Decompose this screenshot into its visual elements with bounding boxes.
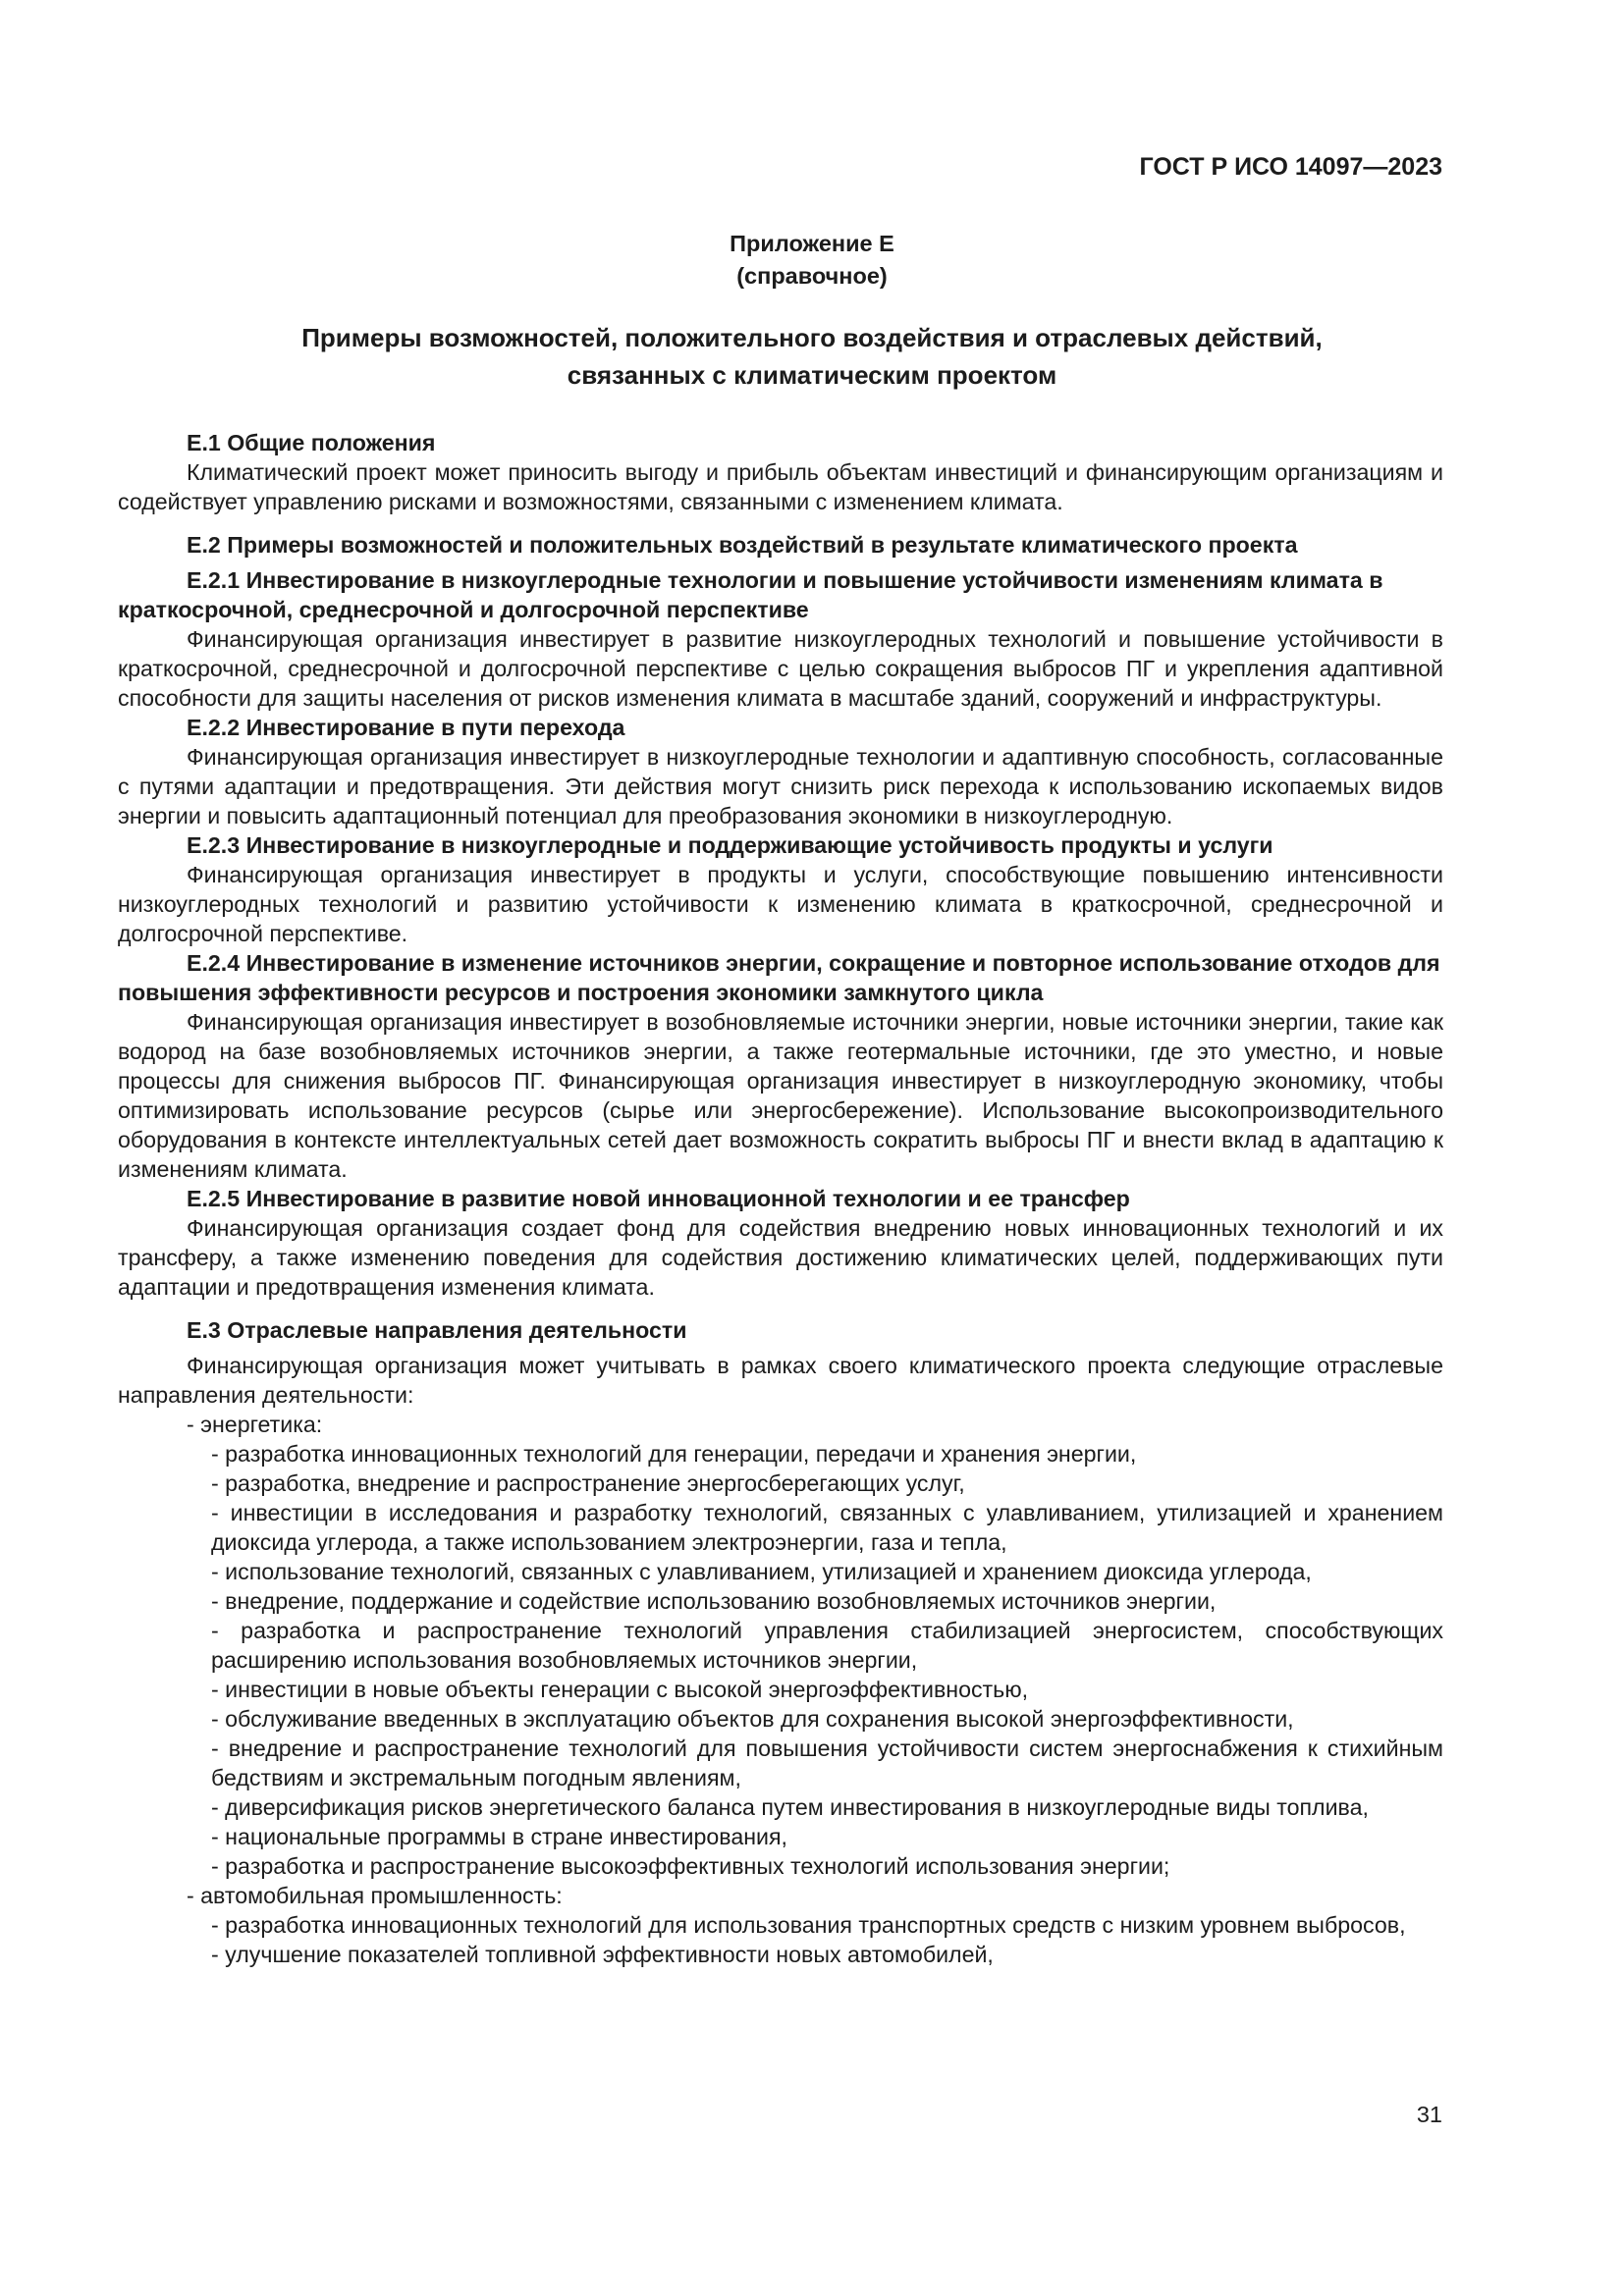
section-e21-heading: Е.2.1 Инвестирование в низкоуглеродные технологии и повышение устойчивости изменениям климата в краткосрочной, среднесрочной и долгосрочной перспективе [118, 567, 1383, 622]
section-e1-heading: Е.1 Общие положения [187, 430, 436, 455]
list-auto-label: - автомобильная промышленность: [187, 1883, 563, 1908]
list-item: - инвестиции в новые объекты генерации с высокой энергоэффективностью, [211, 1677, 1029, 1702]
annex-kind: (справочное) [736, 263, 888, 289]
list-item: - разработка инновационных технологий для использования транспортных средств с низким уровнем выбросов, [211, 1912, 1406, 1938]
document-body [118, 428, 1443, 1969]
section-e23-heading: Е.2.3 Инвестирование в низкоуглеродные и поддерживающие устойчивость продукты и услуги [187, 832, 1273, 858]
list-item: - улучшение показателей топливной эффективности новых автомобилей, [211, 1942, 994, 1967]
document-code: ГОСТ Р ИСО 14097—2023 [1139, 153, 1442, 181]
list-item: - разработка инновационных технологий для генерации, передачи и хранения энергии, [211, 1441, 1137, 1467]
list-item: - внедрение и распространение технологий для повышения устойчивости систем энергоснабжения к стихийным бедствиям и экстремальным погодным явлениям, [211, 1735, 1443, 1790]
section-e1-text: Климатический проект может приносить выгоду и прибыль объектам инвестиций и финансирующим организациям и содействует управлению рисками и возможностями, связанными с изменением климата. [118, 459, 1443, 514]
section-e22-heading: Е.2.2 Инвестирование в пути перехода [187, 715, 625, 740]
list-energy-label: - энергетика: [187, 1412, 323, 1437]
page-number: 31 [1416, 2102, 1442, 2127]
section-e21-text: Финансирующая организация инвестирует в развитие низкоуглеродных технологий и повышение устойчивости в краткосрочной, среднесрочной и долгосрочной перспективе с целью сокращения выбросов ПГ и укрепления адаптивной способности для защиты населения от рисков изменения климата в масштабе зданий, сооружений и инфраструктуры. [118, 626, 1443, 711]
title-line-2: связанных с климатическим проектом [567, 360, 1057, 390]
list-item: - использование технологий, связанных с улавливанием, утилизацией и хранением диоксида углерода, [211, 1559, 1312, 1584]
section-e22-text: Финансирующая организация инвестирует в низкоуглеродные технологии и адаптивную способность, согласованные с путями адаптации и предотвращения. Эти действия могут снизить риск перехода к использованию ископаемых видов энергии и повысить адаптационный потенциал для преобразования экономики в низкоуглеродную. [118, 744, 1443, 828]
annex-title: Приложение Е [730, 231, 894, 256]
list-item: - диверсификация рисков энергетического баланса путем инвестирования в низкоуглеродные виды топлива, [211, 1794, 1369, 1820]
section-e23-text: Финансирующая организация инвестирует в продукты и услуги, способствующие повышению интенсивности низкоуглеродных технологий и развитию устойчивости к изменению климата в краткосрочной, среднесрочной и долгосрочной перспективе. [118, 862, 1443, 946]
section-e25-text: Финансирующая организация создает фонд для содействия внедрению новых инновационных технологий и их трансферу, а также изменению поведения для содействия достижению климатических целей, поддерживающих пути адаптации и предотвращения изменения климата. [118, 1215, 1443, 1300]
list-item: - разработка и распространение высокоэффективных технологий использования энергии; [211, 1853, 1170, 1879]
list-item: - национальные программы в стране инвестирования, [211, 1824, 787, 1849]
section-e25-heading: Е.2.5 Инвестирование в развитие новой инновационной технологии и ее трансфер [187, 1186, 1130, 1211]
list-item: - инвестиции в исследования и разработку технологий, связанных с улавливанием, утилизацией и хранением диоксида углерода, а также использованием электроэнергии, газа и тепла, [211, 1500, 1443, 1555]
title-line-1: Примеры возможностей, положительного воздействия и отраслевых действий, [301, 323, 1323, 352]
list-item: - разработка, внедрение и распространение энергосберегающих услуг, [211, 1470, 965, 1496]
section-e2-heading: Е.2 Примеры возможностей и положительных воздействий в результате климатического проекта [187, 532, 1298, 558]
list-item: - разработка и распространение технологий управления стабилизацией энергосистем, способствующих расширению использования возобновляемых источников энергии, [211, 1618, 1443, 1673]
section-e3-intro: Финансирующая организация может учитывать в рамках своего климатического проекта следующие отраслевые направления деятельности: [118, 1353, 1443, 1408]
section-e24-text: Финансирующая организация инвестирует в возобновляемые источники энергии, новые источники энергии, такие как водород на базе возобновляемых источников энергии, а также геотермальные источники, где это уместно, и новые процессы для снижения выбросов ПГ. Финансирующая организация инвестирует в низкоуглеродную экономику, чтобы оптимизировать использование ресурсов (сырье или энергосбережение). Использование высокопроизводительного оборудования в контексте интеллектуальных сетей дает возможность сократить выбросы ПГ и внести вклад в адаптацию к изменениям климата. [118, 1009, 1443, 1182]
annex-main-title [177, 319, 1447, 394]
list-item: - внедрение, поддержание и содействие использованию возобновляемых источников энергии, [211, 1588, 1217, 1614]
list-item: - обслуживание введенных в эксплуатацию объектов для сохранения высокой энергоэффективности, [211, 1706, 1294, 1732]
section-e24-heading: Е.2.4 Инвестирование в изменение источников энергии, сокращение и повторное использование отходов для повышения эффективности ресурсов и построения экономики замкнутого цикла [118, 950, 1440, 1005]
annex-header [177, 228, 1447, 293]
section-e3-heading: Е.3 Отраслевые направления деятельности [187, 1317, 687, 1343]
